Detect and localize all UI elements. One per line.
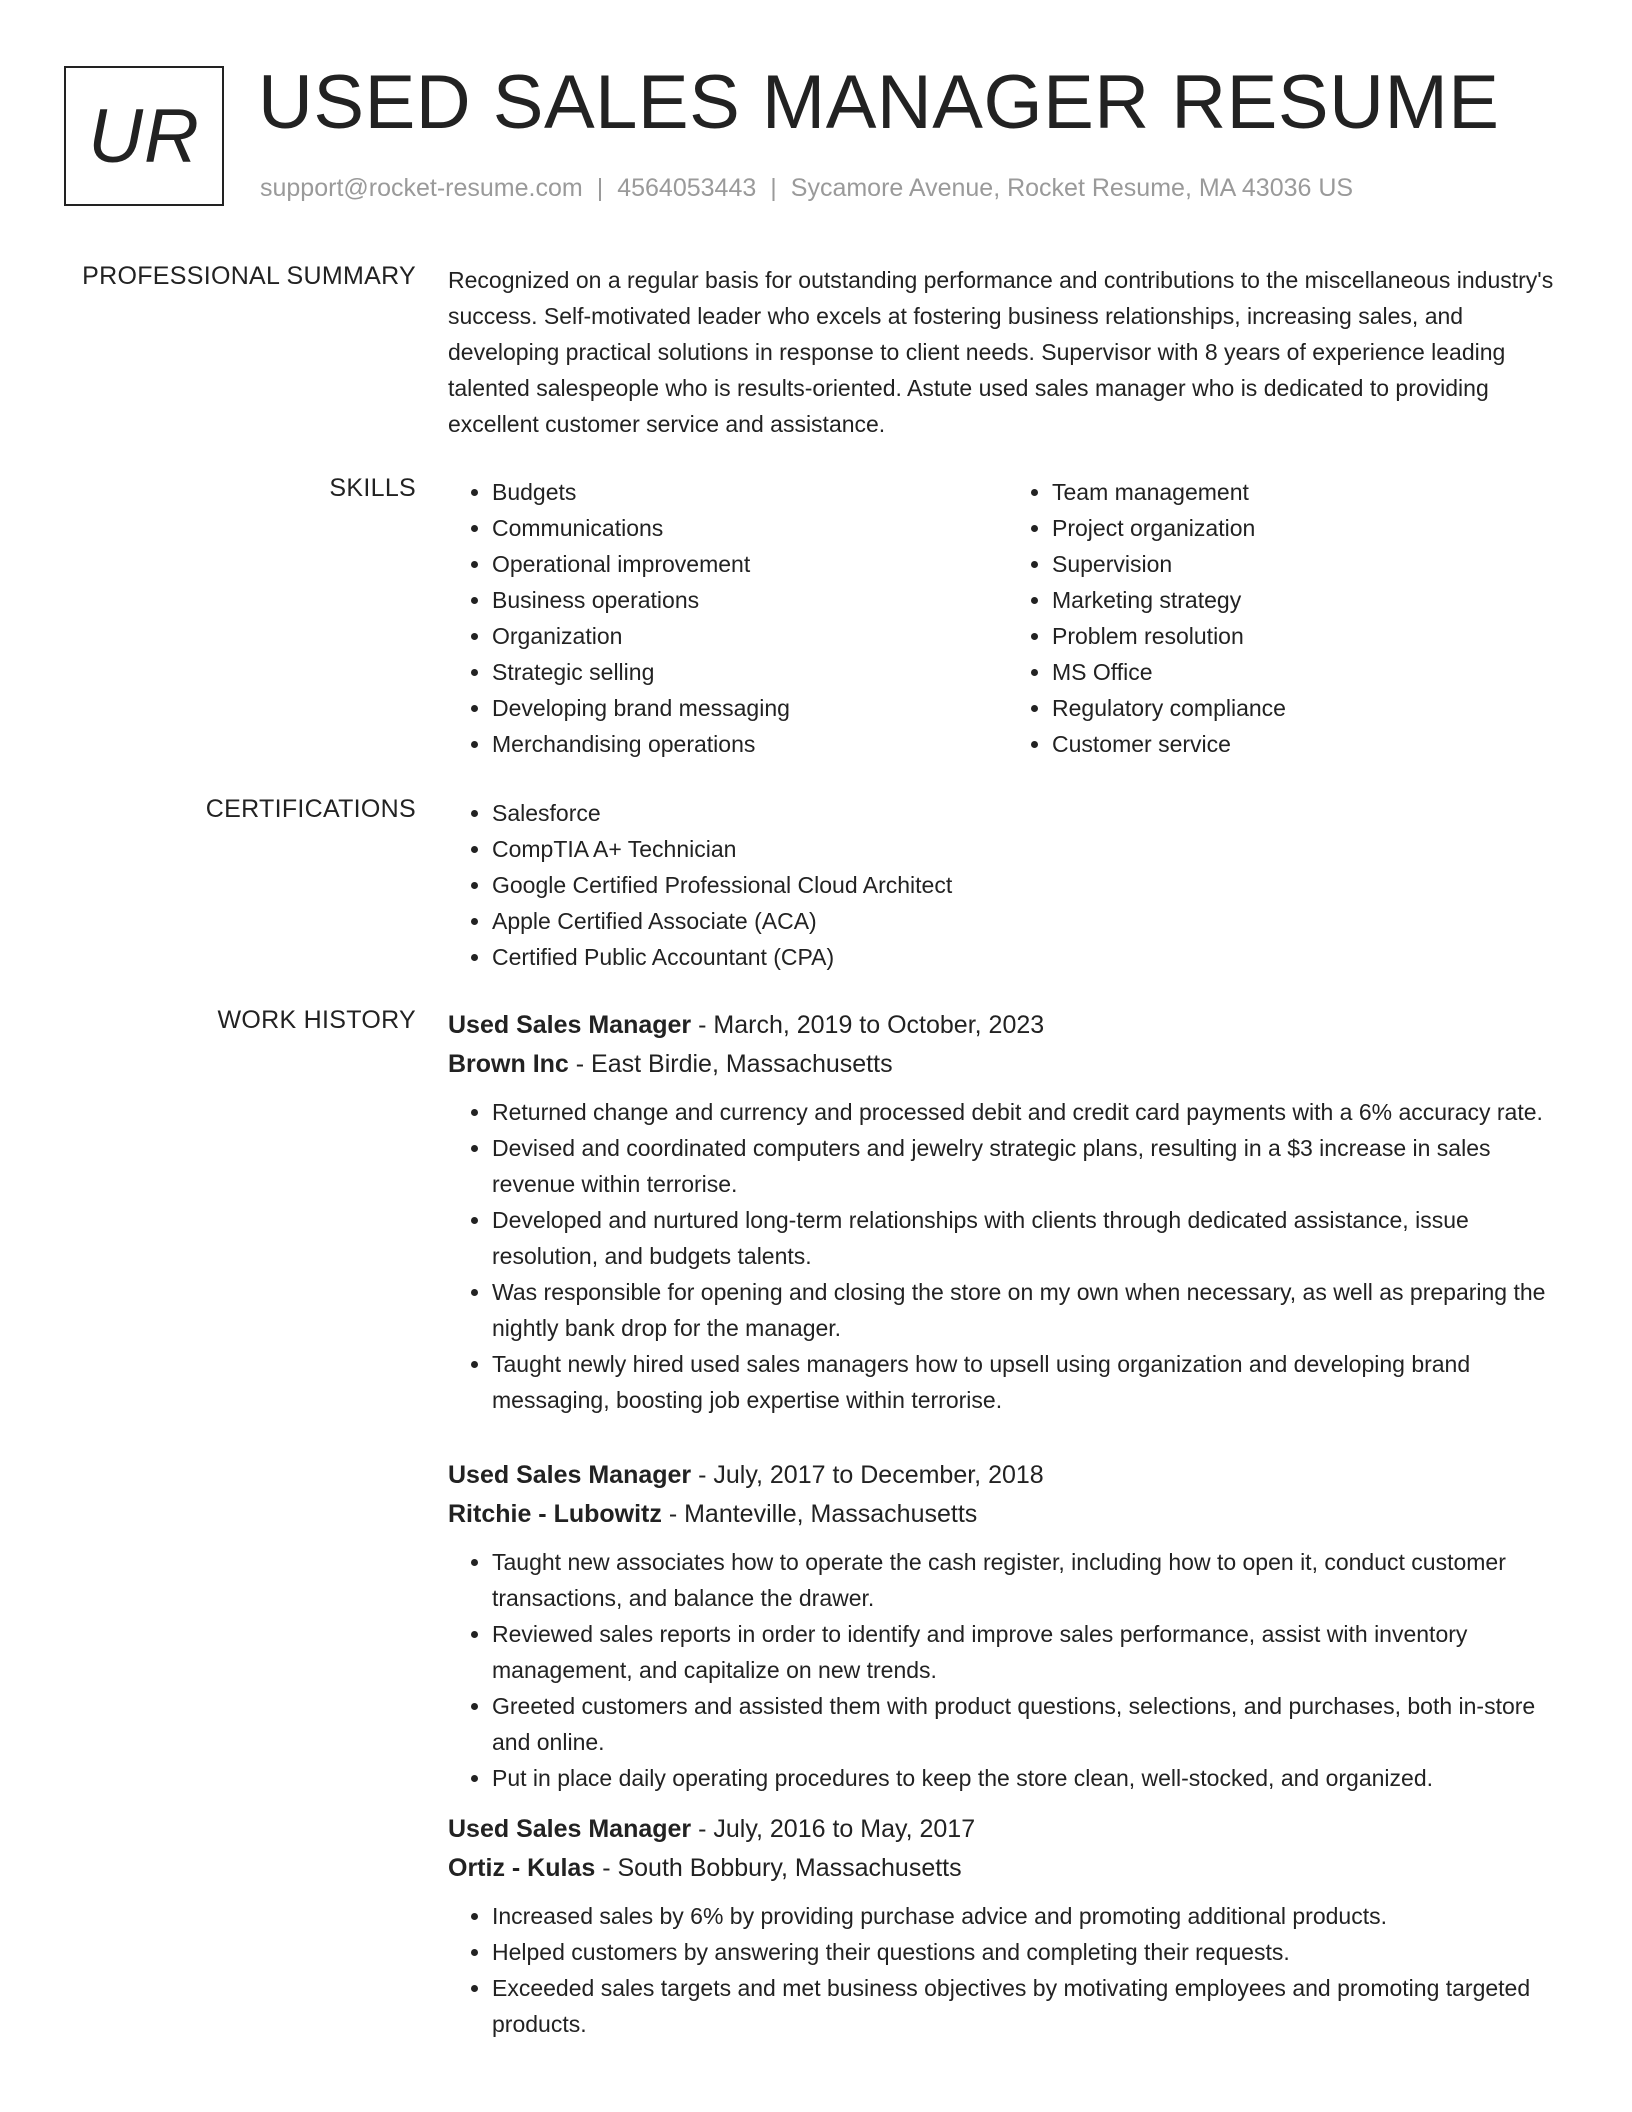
- skill-item: • Customer service: [1052, 726, 1568, 762]
- job-bullet: • Exceeded sales targets and met business objectives by motivating employees and promoting targeted products.: [492, 1970, 1568, 2042]
- certifications-body: [448, 795, 1568, 975]
- skill-item: • MS Office: [1052, 654, 1568, 690]
- job-company: Ritchie - Lubowitz: [448, 1500, 662, 1528]
- job-bullets: [448, 1898, 1568, 2042]
- certifications-list: [448, 795, 1568, 975]
- contact-phone: 4564053443: [617, 174, 757, 202]
- certification-item: • Salesforce: [492, 795, 1568, 831]
- skills-list-right: [1008, 474, 1568, 762]
- skill-item: • Marketing strategy: [1052, 582, 1568, 618]
- summary-text: Recognized on a regular basis for outstanding performance and contributions to the miscellaneous industry's success. Self-motivated leader who excels at fostering business relationships, increasing sales, and developing practical solutions in response to client needs. Supervisor with 8 years of experience leading talented salespeople who is results-oriented. Astute used sales manager who is dedicated to providing excellent customer service and assistance.: [448, 267, 1554, 437]
- job-dates: - July, 2016 to May, 2017: [691, 1815, 976, 1843]
- skill-item: • Communications: [492, 510, 1008, 546]
- certification-item: • Certified Public Accountant (CPA): [492, 939, 1568, 975]
- contact-address: Sycamore Avenue, Rocket Resume, MA 43036 US: [790, 174, 1354, 202]
- job-location: - East Birdie, Massachusetts: [568, 1050, 893, 1078]
- job-bullet: • Put in place daily operating procedures to keep the store clean, well-stocked, and organized.: [492, 1760, 1568, 1796]
- summary-heading: PROFESSIONAL SUMMARY: [82, 262, 416, 290]
- skills-list-left: [448, 474, 1008, 762]
- job-bullet: • Was responsible for opening and closing the store on my own when necessary, as well as preparing the nightly bank drop for the manager.: [492, 1274, 1568, 1346]
- job-entry: [448, 1456, 1568, 1796]
- job-bullet: • Taught newly hired used sales managers how to upsell using organization and developing brand messaging, boosting job expertise within terrorise.: [492, 1346, 1568, 1418]
- job-title: Used Sales Manager: [448, 1011, 692, 1039]
- contact-separator: |: [596, 174, 604, 202]
- resume-title: USED SALES MANAGER RESUME: [258, 60, 1500, 145]
- job-dates: - March, 2019 to October, 2023: [691, 1011, 1045, 1039]
- work-history-body: [448, 1006, 1568, 2042]
- skill-item: • Problem resolution: [1052, 618, 1568, 654]
- monogram-logo: UR: [64, 66, 224, 206]
- job-company: Ortiz - Kulas: [448, 1854, 596, 1882]
- contact-line: [260, 174, 1353, 203]
- job-company: Brown Inc: [448, 1050, 569, 1078]
- contact-separator: |: [770, 174, 777, 202]
- job-bullet: • Taught new associates how to operate the cash register, including how to open it, conduct customer transactions, and balance the drawer.: [492, 1544, 1568, 1616]
- skill-item: • Project organization: [1052, 510, 1568, 546]
- skill-item: • Developing brand messaging: [492, 690, 1008, 726]
- job-bullet: • Greeted customers and assisted them with product questions, selections, and purchases, both in-store and online.: [492, 1688, 1568, 1760]
- job-bullet: • Returned change and currency and processed debit and credit card payments with a 6% accuracy rate.: [492, 1094, 1568, 1130]
- skill-item: • Strategic selling: [492, 654, 1008, 690]
- summary-body: [448, 262, 1568, 442]
- job-company-line: [448, 1494, 1568, 1534]
- skill-item: • Operational improvement: [492, 546, 1008, 582]
- certifications-heading: CERTIFICATIONS: [205, 795, 416, 823]
- skills-heading: SKILLS: [329, 474, 416, 502]
- job-title-line: [448, 1006, 1568, 1044]
- job-bullet: • Reviewed sales reports in order to identify and improve sales performance, assist with inventory management, and capitalize on new trends.: [492, 1616, 1568, 1688]
- certification-item: • CompTIA A+ Technician: [492, 831, 1568, 867]
- job-bullet: • Devised and coordinated computers and jewelry strategic plans, resulting in a $3 increase in sales revenue within terrorise.: [492, 1130, 1568, 1202]
- certification-item: • Apple Certified Associate (ACA): [492, 903, 1568, 939]
- job-location: - South Bobbury, Massachusetts: [595, 1854, 962, 1882]
- job-bullet: • Helped customers by answering their questions and completing their requests.: [492, 1934, 1568, 1970]
- skill-item: • Organization: [492, 618, 1008, 654]
- skill-item: • Regulatory compliance: [1052, 690, 1568, 726]
- job-bullet: • Increased sales by 6% by providing purchase advice and promoting additional products.: [492, 1898, 1568, 1934]
- skills-grid: [448, 474, 1568, 762]
- job-entry: [448, 1810, 1568, 2042]
- job-bullets: [448, 1544, 1568, 1796]
- skill-item: • Business operations: [492, 582, 1008, 618]
- job-dates: - July, 2017 to December, 2018: [691, 1461, 1044, 1489]
- job-title-line: [448, 1810, 1568, 1848]
- skill-item: • Budgets: [492, 474, 1008, 510]
- job-title: Used Sales Manager: [448, 1815, 692, 1843]
- job-location: - Manteville, Massachusetts: [661, 1500, 978, 1528]
- job-bullet: • Developed and nurtured long-term relationships with clients through dedicated assistance, issue resolution, and budgets talents.: [492, 1202, 1568, 1274]
- job-title: Used Sales Manager: [448, 1461, 692, 1489]
- skill-item: • Team management: [1052, 474, 1568, 510]
- skill-item: • Merchandising operations: [492, 726, 1008, 762]
- skill-item: • Supervision: [1052, 546, 1568, 582]
- job-company-line: [448, 1848, 1568, 1888]
- job-bullets: [448, 1094, 1568, 1418]
- contact-email: support@rocket-resume.com: [260, 174, 583, 202]
- job-entry: [448, 1006, 1568, 1418]
- certification-item: • Google Certified Professional Cloud Architect: [492, 867, 1568, 903]
- job-title-line: [448, 1456, 1568, 1494]
- work-history-heading: WORK HISTORY: [217, 1006, 416, 1034]
- job-company-line: [448, 1044, 1568, 1084]
